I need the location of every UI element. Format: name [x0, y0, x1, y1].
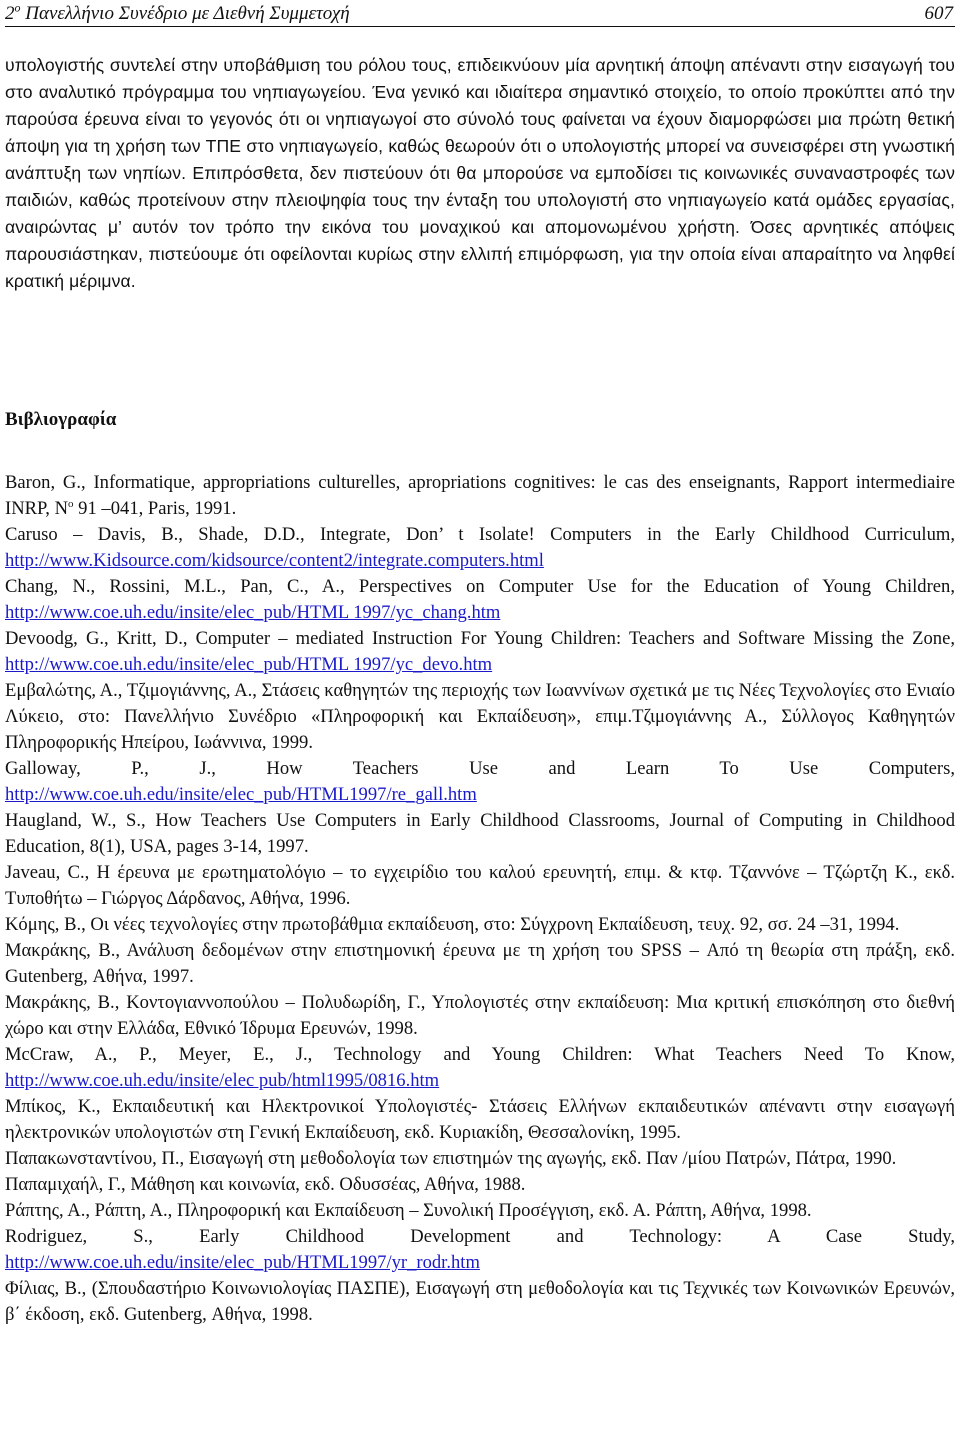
- reference-item: McCraw, A., P., Meyer, E., J., Technology and Young Children: What Teachers Need To Know, http://www.coe.uh.edu/insite/elec pub/html1995/0816.htm: [5, 1044, 955, 1091]
- reference-item: Galloway, P., J., How Teachers Use and Learn To Use Computers, http://www.coe.uh.edu/insite/elec_pub/HTML1997/re_gall.htm: [5, 758, 955, 805]
- reference-item: Devoodg, G., Kritt, D., Computer – mediated Instruction For Young Children: Teachers and Software Missing the Zone, http://www.coe.uh.edu/insite/elec_pub/HTML 1997/yc_devo.htm: [5, 628, 955, 675]
- body-paragraph: υπολογιστής συντελεί στην υποβάθμιση του ρόλου τους, επιδεικνύουν μία αρνητική άποψη απέναντι στην εισαγωγή του στο αναλυτικό πρόγραμμα του νηπιαγωγείου. Ένα γενικό και ιδιαίτερα σημαντικό στοιχείο, το οποίο προκύπτει από την παρούσα έρευνα είναι το γεγονός ότι οι νηπιαγωγοί στο σύνολό τους φαίνεται να έχουν διαμορφώσει μια πρώτη θετική άποψη για τη χρήση των ΤΠΕ στο νηπιαγωγείο, καθώς θεωρούν ότι ο υπολογιστής μπορεί να συνεισφέρει στη γνωστική ανάπτυξη των νηπίων. Επιπρόσθετα, δεν πιστεύουν ότι θα μπορούσε να εμποδίσει τις κοινωνικές συναναστροφές των παιδιών, καθώς προτείνουν στην πλειοψηφία τους την ένταξη του υπολογιστή στο νηπιαγωγείο κατά ομάδες εργασίας, αναιρώντας μ’ αυτόν τον τρόπο την εικόνα του μοναχικού και απομονωμένου χρήστη. Όσες αρνητικές απόψεις παρουσιάστηκαν, πιστεύουμε ότι οφείλονται κυρίως στην ελλιπή επιμόρφωση, για την οποία είναι απαραίτητο να ληφθεί κρατική μέριμνα.: [5, 55, 955, 291]
- reference-item: Παπαμιχαήλ, Γ., Μάθηση και κοινωνία, εκδ. Οδυσσέας, Αθήνα, 1988.: [5, 1174, 526, 1195]
- reference-item: Baron, G., Informatique, appropriations culturelles, apropriations cognitives: le cas des enseignants, Rapport intermediaire INRP, $N^o$ 91 –041, Paris, 1991.: [5, 472, 955, 519]
- reference-link[interactable]: http://www.coe.uh.edu/insite/elec pub/html1995/0816.htm: [5, 1070, 440, 1091]
- reference-list: [5, 470, 955, 1328]
- reference-link[interactable]: http://www.coe.uh.edu/insite/elec_pub/HTML 1997/yc_devo.htm: [5, 654, 493, 675]
- bibliography-heading: Βιβλιογραφία: [5, 409, 117, 430]
- page-number: 607: [924, 3, 953, 24]
- reference-link[interactable]: http://www.Kidsource.com/kidsource/content2/integrate.computers.html: [5, 550, 544, 571]
- reference-item: Haugland, W., S., How Teachers Use Computers in Early Childhood Classrooms, Journal of Computing in Childhood Education, 8(1), USA, pages 3-14, 1997.: [5, 810, 955, 857]
- reference-item: Javeau, C., Η έρευνα με ερωτηματολόγιο – το εγχειρίδιο του καλού ερευνητή, επιμ. & κτφ. Τζαννόνε – Τζώρτζη Κ., εκδ. Τυποθήτω – Γιώργος Δάρδανος, Αθήνα, 1996.: [5, 862, 955, 909]
- reference-link[interactable]: http://www.coe.uh.edu/insite/elec_pub/HTML 1997/yc_chang.htm: [5, 602, 501, 623]
- reference-item: Φίλιας, Β., (Σπουδαστήριο Κοινωνιολογίας ΠΑΣΠΕ), Εισαγωγή στη μεθοδολογία και τις Τεχνικές των Κοινωνικών Ερευνών, β΄ έκδοση, εκδ. Gutenberg, Αθήνα, 1998.: [5, 1278, 955, 1325]
- reference-item: Παπακωνσταντίνου, Π., Εισαγωγή στη μεθοδολογία των επιστημών της αγωγής, εκδ. Παν /μίου Πατρών, Πάτρα, 1990.: [5, 1148, 897, 1169]
- reference-item: Μακράκης, Β., Ανάλυση δεδομένων στην επιστημονική έρευνα με τη χρήση του SPSS – Από τη θεωρία στη πράξη, εκδ. Gutenberg, Αθήνα, 1997.: [5, 940, 955, 987]
- reference-item: Μακράκης, Β., Κοντογιαννοπούλου – Πολυδωρίδη, Γ., Υπολογιστές στην εκπαίδευση: Μια κριτική επισκόπηση στο διεθνή χώρο και στην Ελλάδα, Εθνικό Ίδρυμα Ερευνών, 1998.: [5, 992, 955, 1039]
- reference-item: Κόμης, Β., Οι νέες τεχνολογίες στην πρωτοβάθμια εκπαίδευση, στο: Σύγχρονη Εκπαίδευση, τευχ. 92, σσ. 24 –31, 1994.: [5, 914, 900, 935]
- reference-item: Chang, N., Rossini, M.L., Pan, C., A., Perspectives on Computer Use for the Education of Young Children, http://www.coe.uh.edu/insite/elec_pub/HTML 1997/yc_chang.htm: [5, 576, 955, 623]
- reference-link[interactable]: http://www.coe.uh.edu/insite/elec_pub/HTML1997/yr_rodr.htm: [5, 1252, 480, 1273]
- reference-item: Rodriguez, S., Early Childhood Development and Technology: A Case Study, http://www.coe.uh.edu/insite/elec_pub/HTML1997/yr_rodr.htm: [5, 1226, 955, 1273]
- conference-title: $2^o$ Πανελλήνιο Συνέδριο με Διεθνή Συμμετοχή: [5, 0, 350, 24]
- reference-item: Μπίκος, Κ., Εκπαιδευτική και Ηλεκτρονικοί Υπολογιστές- Στάσεις Ελλήνων εκπαιδευτικών απέναντι στην εισαγωγή ηλεκτρονικών υπολογιστών στη Γενική Εκπαίδευση, εκδ. Κυριακίδη, Θεσσαλονίκη, 1995.: [5, 1096, 955, 1143]
- reference-item: Ράπτης, Α., Ράπτη, Α., Πληροφορική και Εκπαίδευση – Συνολική Προσέγγιση, εκδ. Α. Ράπτη, Αθήνα, 1998.: [5, 1200, 812, 1221]
- reference-item: Εμβαλώτης, Α., Τζιμογιάννης, Α., Στάσεις καθηγητών της περιοχής των Ιωαννίνων σχετικά με τις Νέες Τεχνολογίες στο Ενιαίο Λύκειο, στο: Πανελλήνιο Συνέδριο «Πληροφορική και Εκπαίδευση», επιμ.Τζιμογιάννης Α., Σύλλογος Καθηγητών Πληροφορικής Ηπείρου, Ιωάννινα, 1999.: [5, 680, 955, 753]
- reference-link[interactable]: http://www.coe.uh.edu/insite/elec_pub/HTML1997/re_gall.htm: [5, 784, 477, 805]
- reference-item: Caruso – Davis, B., Shade, D.D., Integrate, Don’ t Isolate! Computers in the Early Childhood Curriculum, http://www.Kidsource.com/kidsource/content2/integrate.computers.html: [5, 524, 955, 571]
- running-header: [5, 2, 955, 27]
- body-text: [5, 52, 955, 295]
